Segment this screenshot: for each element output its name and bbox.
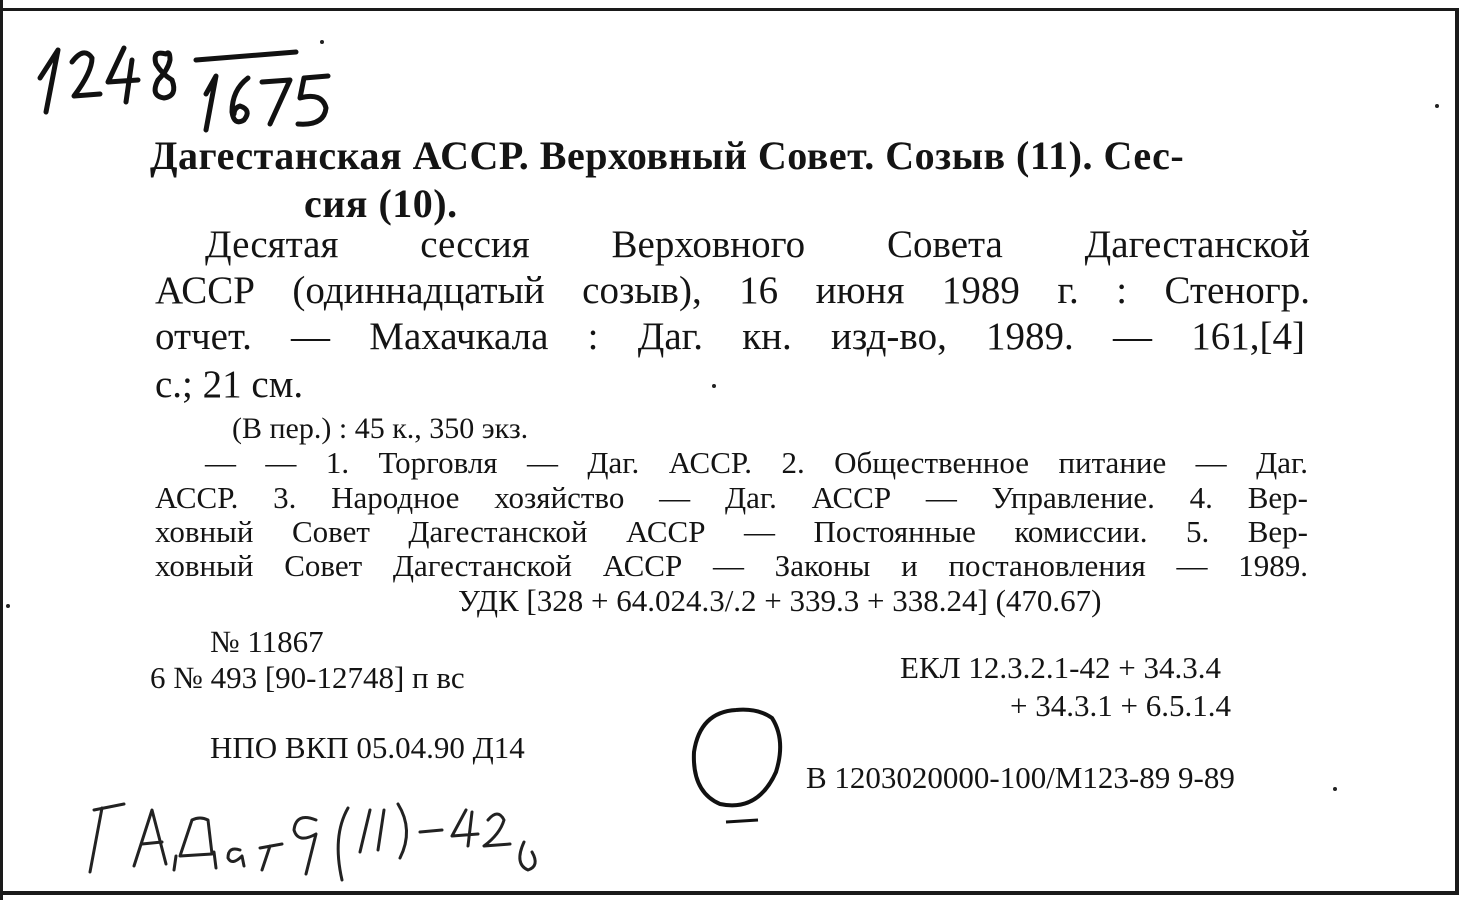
title-line-3: отчет. — Махачкала : Даг. кн. изд-во, 1989. — 161,[4] [155, 315, 1305, 358]
title-line-2: АССР (одиннадцатый созыв), 16 июня 1989 г. : Стеногр. [155, 269, 1310, 312]
card-border-right [1455, 8, 1459, 894]
subjects-line-1: — — 1. Торговля — Даг. АССР. 2. Общественное питание — Даг. [205, 445, 1308, 480]
binding-price: (В пер.) : 45 к., 350 экз. [232, 412, 529, 445]
speck [6, 604, 10, 608]
speck [1333, 787, 1337, 791]
handwritten-shelfmark-top [28, 20, 358, 140]
title-line-4: с.; 21 см. [155, 363, 304, 406]
udk-index: УДК [328 + 64.024.3/.2 + 339.3 + 338.24] (470.67) [458, 583, 1102, 618]
bibliographic-code: В 1203020000-100/М123-89 9-89 [806, 760, 1235, 795]
card-heading-line-2: сия (10). [304, 181, 458, 226]
ekl-line-1: ЕКЛ 12.3.2.1-42 + 34.3.4 [900, 650, 1221, 685]
card-heading-line-1: Дагестанская АССР. Верховный Совет. Созыв (11). Сес- [150, 133, 1185, 178]
card-border-bottom [0, 891, 1459, 895]
order-number: 6 № 493 [90-12748] п вс [150, 660, 465, 695]
speck [712, 384, 716, 388]
subjects-line-2: АССР. 3. Народное хозяйство — Даг. АССР — Управление. 4. Вер- [155, 480, 1308, 515]
subjects-line-3: ховный Совет Дагестанской АССР — Постоянные комиссии. 5. Вер- [155, 514, 1308, 549]
title-line-1: Десятая сессия Верховного Совета Дагестанской [205, 223, 1310, 266]
handwritten-shelfmark-bottom [80, 790, 550, 890]
card-border-left [0, 0, 3, 900]
ekl-line-2: + 34.3.1 + 6.5.1.4 [1010, 688, 1231, 723]
circle-stamp-mark [686, 700, 796, 830]
npo-stamp-text: НПО ВКП 05.04.90 Д14 [210, 730, 525, 765]
speck [1435, 104, 1439, 108]
subjects-line-4: ховный Совет Дагестанской АССР — Законы и постановления — 1989. [155, 548, 1308, 583]
speck [320, 40, 324, 44]
card-number: № 11867 [210, 624, 324, 659]
card-border-top [0, 8, 1458, 11]
